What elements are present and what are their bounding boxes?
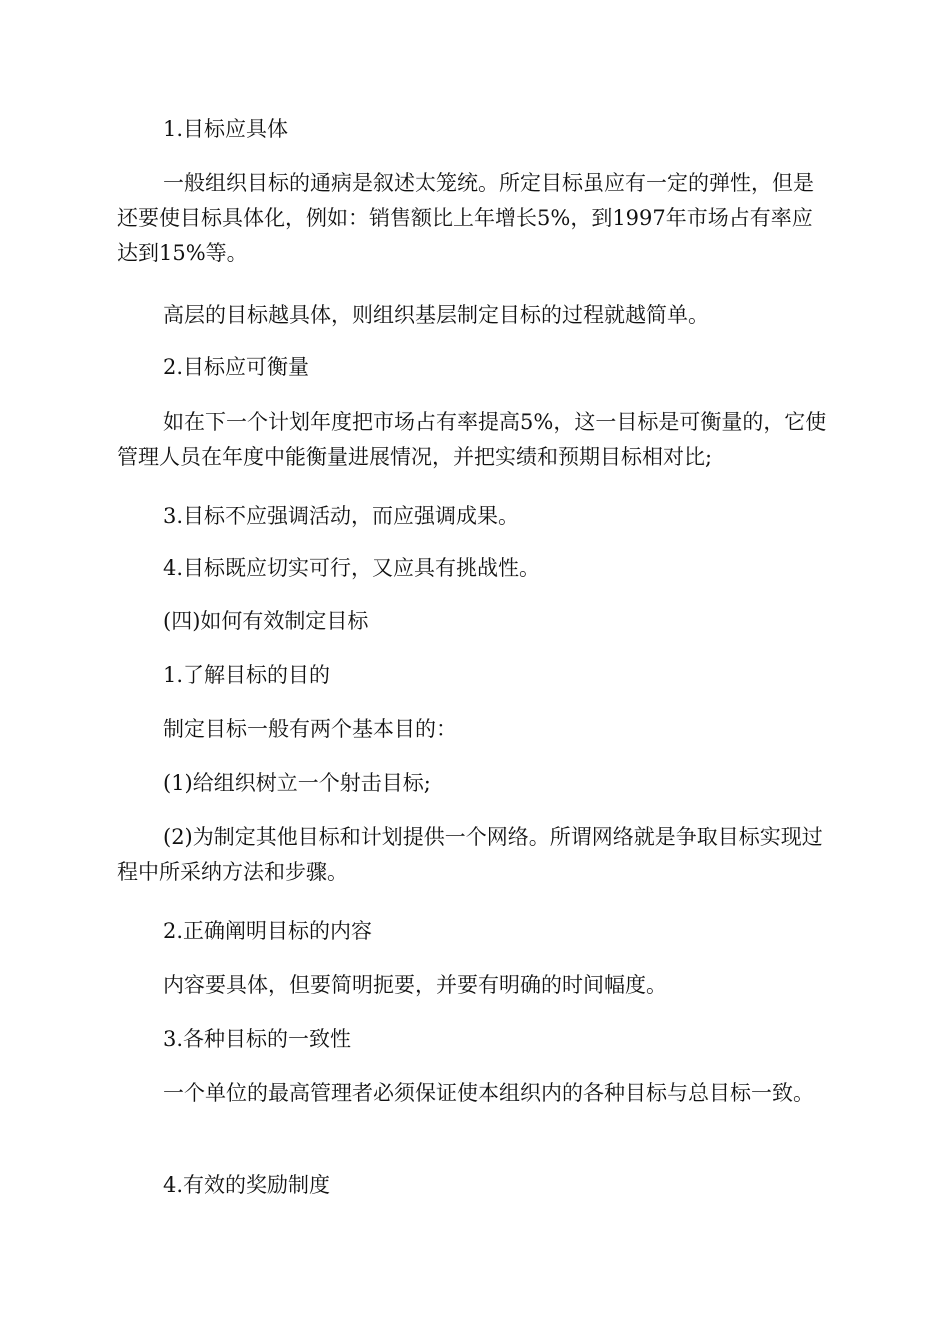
- heading-measurable-goals: 2.目标应可衡量: [163, 355, 310, 379]
- paragraph-top-level-goals: 高层的目标越具体，则组织基层制定目标的过程就越简单。: [163, 303, 709, 327]
- paragraph-goal-specificity: 一般组织目标的通病是叙述太笼统。所定目标虽应有一定的弹性，但是还要使目标具体化，例如：销售额比上年增长5%，到1997年市场占有率应达到15%等。: [117, 171, 814, 265]
- paragraph-content-concise: 内容要具体，但要简明扼要，并要有明确的时间幅度。: [163, 973, 667, 997]
- heading-goal-consistency: 3.各种目标的一致性: [163, 1027, 352, 1051]
- heading-clarify-content: 2.正确阐明目标的内容: [163, 919, 373, 943]
- heading-specific-goals: 1.目标应具体: [163, 117, 289, 141]
- list-item-purpose-1: (1)给组织树立一个射击目标;: [163, 771, 431, 795]
- paragraph-consistency: 一个单位的最高管理者必须保证使本组织内的各种目标与总目标一致。: [163, 1081, 814, 1105]
- heading-reward-system: 4.有效的奖励制度: [163, 1173, 331, 1197]
- heading-results-not-activities: 3.目标不应强调活动，而应强调成果。: [163, 504, 520, 528]
- heading-understand-purpose: 1.了解目标的目的: [163, 663, 331, 687]
- section-heading-effective-goal-setting: (四)如何有效制定目标: [163, 609, 369, 633]
- paragraph-measurable-example: 如在下一个计划年度把市场占有率提高5%，这一目标是可衡量的，它使管理人员在年度中能衡量进展情况，并把实绩和预期目标相对比;: [117, 410, 827, 469]
- list-item-purpose-2: (2)为制定其他目标和计划提供一个网络。所谓网络就是争取目标实现过程中所采纳方法和步骤。: [117, 825, 823, 884]
- paragraph-two-purposes: 制定目标一般有两个基本目的：: [163, 717, 457, 741]
- heading-feasible-challenging: 4.目标既应切实可行，又应具有挑战性。: [163, 556, 541, 580]
